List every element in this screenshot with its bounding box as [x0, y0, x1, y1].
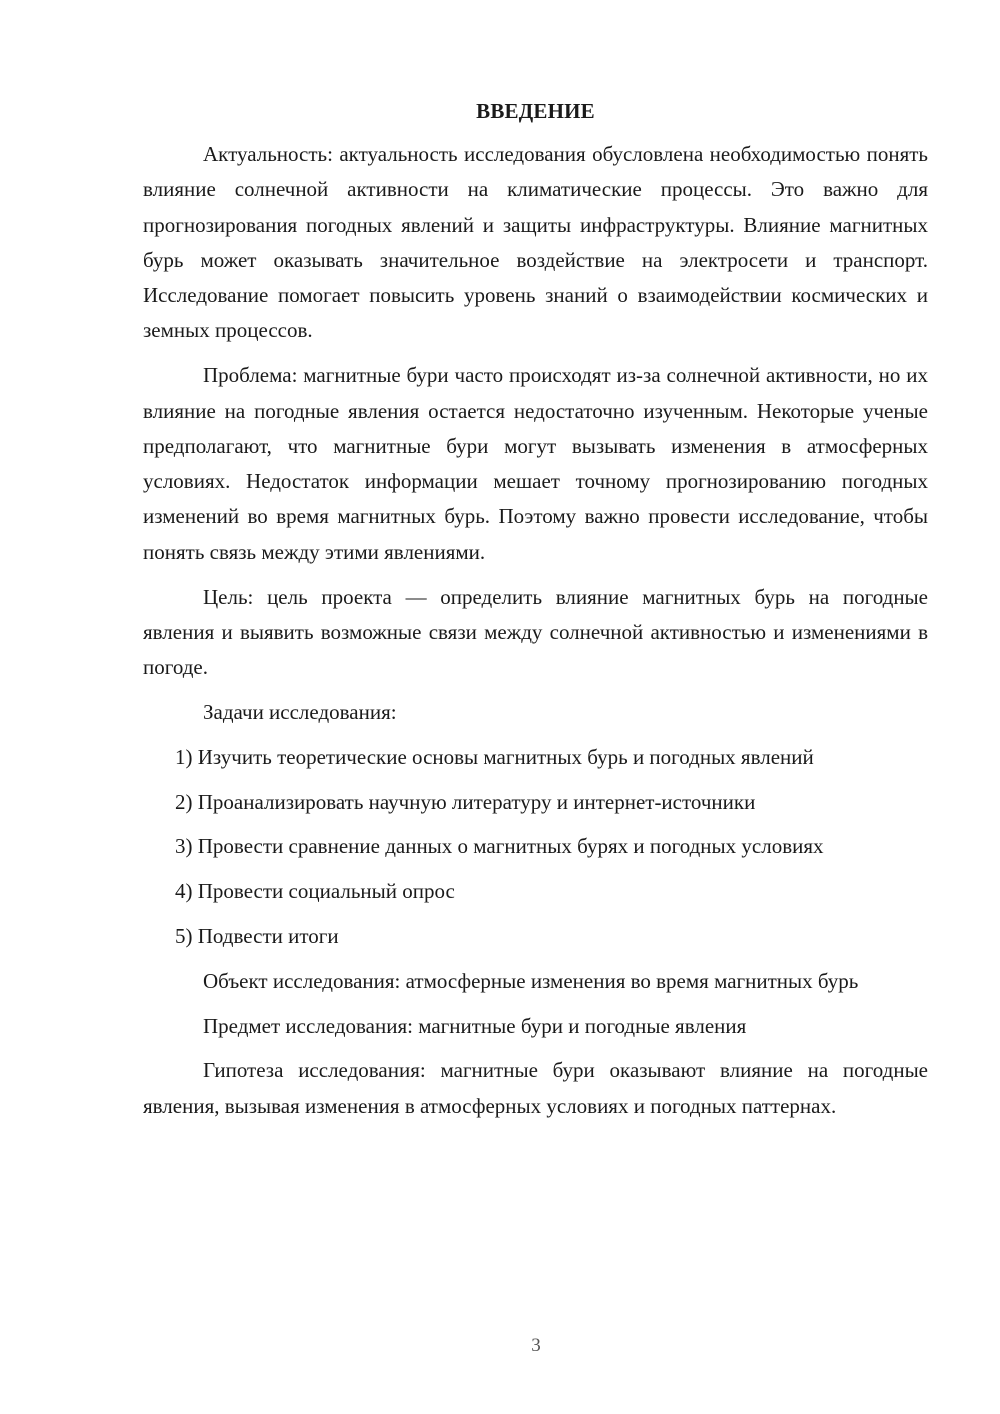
task-item-1: 1) Изучить теоретические основы магнитных бурь и погодных явлений	[175, 744, 814, 769]
hypothesis-paragraph: Гипотеза исследования: магнитные бури оказывают влияние на погодные явления, вызывая изменения в атмосферных условиях и погодных паттернах.	[143, 1058, 928, 1118]
tasks-heading: Задачи исследования:	[203, 699, 397, 724]
object-paragraph: Объект исследования: атмосферные изменения во время магнитных бурь	[203, 968, 859, 993]
relevance-paragraph: Актуальность: актуальность исследования обусловлена необходимостью понять влияние солнечной активности на климатические процессы. Это важно для прогнозирования погодных явлений и защиты инфраструктуры. Влияние магнитных бурь может оказывать значительное воздействие на электросети и транспорт. Исследование помогает повысить уровень знаний о взаимодействии космических и земных процессов.	[143, 142, 928, 343]
task-item-3: 3) Провести сравнение данных о магнитных бурях и погодных условиях	[175, 834, 824, 859]
page-content	[143, 95, 928, 1133]
subject-paragraph: Предмет исследования: магнитные бури и погодные явления	[203, 1013, 747, 1038]
problem-paragraph: Проблема: магнитные бури часто происходят из-за солнечной активности, но их влияние на погодные явления остается недостаточно изученным. Некоторые ученые предполагают, что магнитные бури могут вызывать изменения в атмосферных условиях. Недостаток информации мешает точному прогнозированию погодных изменений во время магнитных бурь. Поэтому важно провести исследование, чтобы понять связь между этими явлениями.	[143, 363, 928, 564]
task-item-5: 5) Подвести итоги	[175, 923, 339, 948]
task-item-2: 2) Проанализировать научную литературу и интернет-источники	[175, 789, 756, 814]
section-title: ВВЕДЕНИЕ	[476, 99, 595, 123]
goal-paragraph: Цель: цель проекта — определить влияние магнитных бурь на погодные явления и выявить возможные связи между солнечной активностью и изменениями в погоде.	[143, 584, 928, 680]
page-number: 3	[531, 1335, 541, 1356]
task-item-4: 4) Провести социальный опрос	[175, 879, 455, 904]
